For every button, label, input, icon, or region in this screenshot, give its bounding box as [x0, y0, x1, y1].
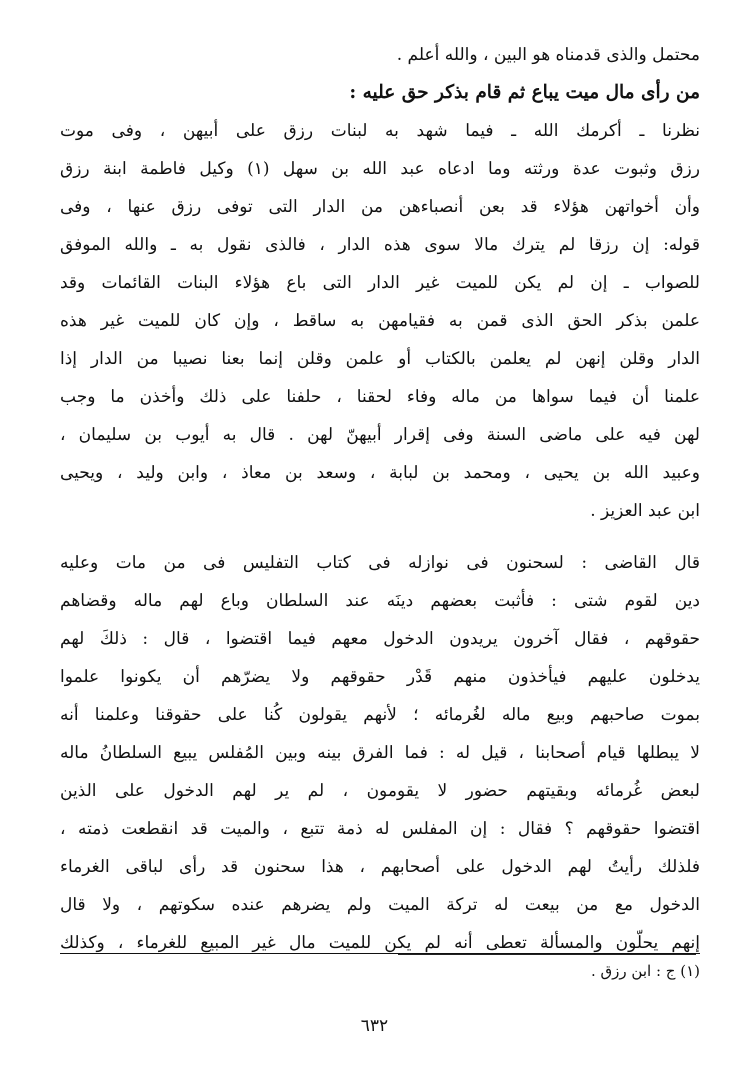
paragraph-2-line: بموت صاحبهم وبيع ماله لغُرمائه ؛ لأنهم يقولون كُنا على حقوقنا وعلمنا أنه: [60, 705, 700, 725]
paragraph-2-line: اقتضوا حقوقهم ؟ فقال : إن المفلس له ذمة تتبع ، والميت قد انقطعت ذمته ،: [60, 819, 700, 839]
paragraph-1-line: قوله: إن رزقا لم يترك مالا سوى هذه الدار ، فالذى نقول به ـ والله الموفق: [60, 235, 700, 255]
footnote-separator: [398, 954, 696, 955]
main-text: [60, 36, 700, 962]
section-heading: من رأى مال ميت يباع ثم قام بذكر حق عليه :: [349, 82, 700, 103]
paragraph-1: [60, 112, 700, 530]
paragraph-2-line: حقوقهم ، فقال آخرون يريدون الدخول معهم فيما اقتضوا ، قال : ذلكَ لهم: [60, 629, 700, 649]
paragraph-2-line: لا يبطلها قيام أصحابنا ، قيل له : فما الفرق بينه وبين المُفلس يبيع السلطانُ ماله: [60, 743, 700, 763]
paragraph-1-line: وعبيد الله بن يحيى ، ومحمد بن لبابة ، وسعد بن معاذ ، وابن وليد ، ويحيى: [60, 463, 700, 483]
paragraph-1-line: علمن بذكر الحق الذى قمن به فقيامهن به ساقط ، وإن كان للميت غير هذه: [60, 311, 700, 331]
paragraph-1-line: ابن عبد العزيز .: [590, 501, 700, 521]
paragraph-2-line: دين لقوم شتى : فأثبت بعضهم دينَه عند السلطان وباع لهم ماله وقضاهم: [60, 591, 700, 611]
paragraph-2: [60, 544, 700, 962]
page-number: ٦٣٢: [360, 1016, 389, 1036]
intro-line: محتمل والذى قدمناه هو البين ، والله أعلم .: [396, 45, 700, 65]
paragraph-gap: [60, 530, 700, 544]
paragraph-2-line: إنهم يحلّون والمسألة تعطى أنه لم يكن للميت مال غير المبيع للغرماء ، وكذلك: [60, 933, 700, 953]
paragraph-1-line: للصواب ـ إن لم يكن للميت غير الدار التى باع هؤلاء البنات القائمات وقد: [60, 273, 700, 293]
paragraph-1-line: لهن فيه على ماضى السنة وفى إقرار أبيهنّ لهن . قال به أيوب بن سليمان ،: [60, 425, 700, 445]
paragraph-2-line: الدخول مع من بيعت له تركة الميت ولم يضرهم عنده سكوتهم ، ولا قال: [60, 895, 700, 915]
paragraph-1-line: علمنا أن فيما سواها من ماله وفاء لحقنا ، حلفنا على ذلك وأخذن ما وجب: [60, 387, 700, 407]
paragraph-1-line: نظرنا ـ أكرمك الله ـ فيما شهد به لبنات رزق على أبيهن ، وفى موت: [60, 121, 700, 141]
paragraph-2-line: قال القاضى : لسحنون فى نوازله فى كتاب التفليس فى من مات وعليه: [60, 553, 700, 573]
footnote: (١) ج : ابن رزق .: [590, 962, 700, 980]
paragraph-1-line: رزق وثبوت عدة ورثته وما ادعاه عبد الله بن سهل (١) وكيل فاطمة ابنة رزق: [60, 159, 700, 179]
paragraph-2-line: لبعض غُرمائه وبقيتهم حضور لا يقومون ، لم ير لهم الدخول على الذين: [60, 781, 700, 801]
paragraph-1-line: وأن أخواتهن هؤلاء قد بعن أنصباءهن من الدار التى توفى رزق عنها ، وفى: [60, 197, 700, 217]
paragraph-2-line: فلذلك رأيتُ لهم الدخول على أصحابهم ، هذا سحنون قد رأى لباقى الغرماء: [60, 857, 700, 877]
paragraph-2-line: يدخلون عليهم فيأخذون منهم قَدْر حقوقهم ولا يضرّهم أن يكونوا علموا: [60, 667, 700, 687]
paragraph-1-line: الدار وقلن إنهن لم يعلمن بالكتاب أو علمن وقلن إنما بعنا نصيبا من الدار إذا: [60, 349, 700, 369]
